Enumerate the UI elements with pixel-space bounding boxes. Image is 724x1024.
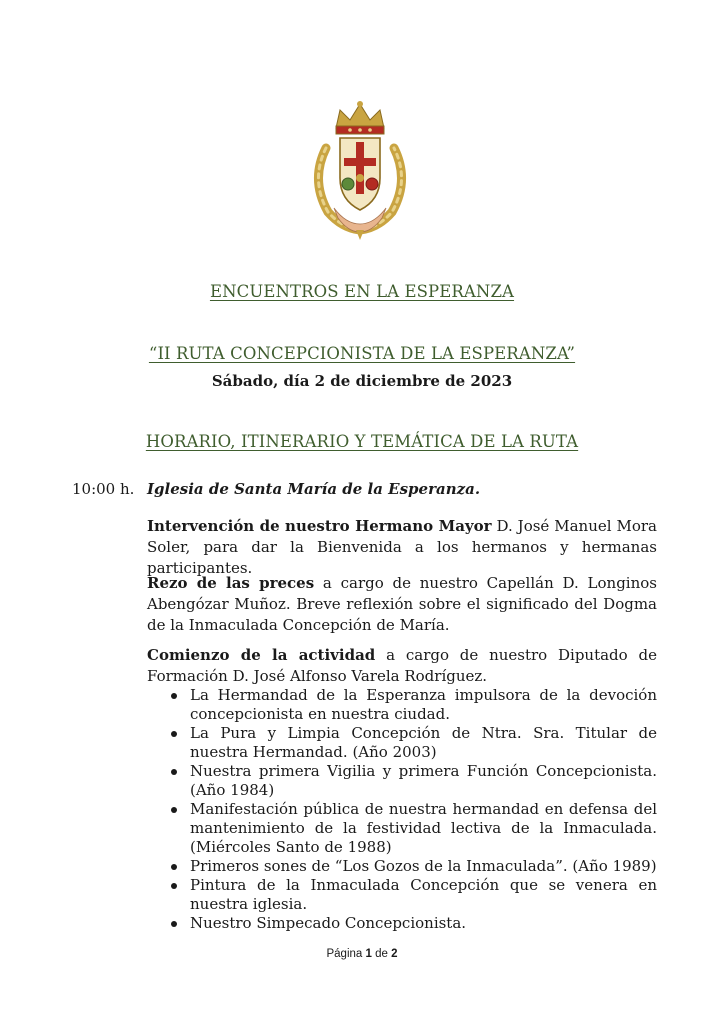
paragraph-hermano-mayor — [147, 516, 657, 579]
topic-list — [147, 686, 657, 933]
list-item: Pintura de la Inmaculada Concepción que se venera en nuestra iglesia. — [147, 876, 657, 914]
paragraph-preces — [147, 573, 657, 636]
list-item: Nuestro Simpecado Concepcionista. — [147, 914, 657, 933]
document-title: ENCUENTROS EN LA ESPERANZA — [209, 282, 515, 301]
section-heading: HORARIO, ITINERARIO Y TEMÁTICA DE LA RUTA — [145, 432, 579, 451]
paragraph-lead: Comienzo de la actividad — [147, 646, 376, 664]
paragraph-body: a cargo de nuestro Capellán D. Longinos Abengózar Muñoz. Breve reflexión sobre el significado del Dogma de la Inmaculada Concepción de María. — [147, 574, 657, 634]
paragraph-comienzo — [147, 645, 657, 687]
schedule-time: 10:00 h. — [72, 480, 135, 498]
of-word: de — [375, 948, 388, 960]
paragraph-body: a cargo de nuestro Diputado de Formación D. José Alfonso Varela Rodríguez. — [147, 646, 657, 685]
page-word: Página — [326, 948, 363, 960]
current-page: 1 — [365, 948, 372, 960]
total-pages: 2 — [391, 948, 398, 960]
list-item: Manifestación pública de nuestra hermandad en defensa del mantenimiento de la festividad lectiva de la Inmaculada. (Miércoles Santo de 1988) — [147, 800, 657, 857]
hermandad-crest-icon — [306, 100, 414, 240]
page-number — [0, 948, 724, 960]
paragraph-lead: Intervención de nuestro Hermano Mayor — [147, 517, 492, 535]
crown-icon — [336, 101, 384, 134]
event-date: Sábado, día 2 de diciembre de 2023 — [211, 372, 513, 390]
schedule-venue: Iglesia de Santa María de la Esperanza. — [147, 480, 481, 498]
list-item: La Hermandad de la Esperanza impulsora de la devoción concepcionista en nuestra ciudad. — [147, 686, 657, 724]
paragraph-lead: Rezo de las preces — [147, 574, 315, 592]
paragraph-body: D. José Manuel Mora Soler, para dar la Bienvenida a los hermanos y hermanas participantes. — [147, 517, 657, 577]
list-item: La Pura y Limpia Concepción de Ntra. Sra. Titular de nuestra Hermandad. (Año 2003) — [147, 724, 657, 762]
list-item: Nuestra primera Vigilia y primera Función Concepcionista. (Año 1984) — [147, 762, 657, 800]
list-item: Primeros sones de “Los Gozos de la Inmaculada”. (Año 1989) — [147, 857, 657, 876]
route-subtitle: “II RUTA CONCEPCIONISTA DE LA ESPERANZA” — [148, 344, 576, 363]
